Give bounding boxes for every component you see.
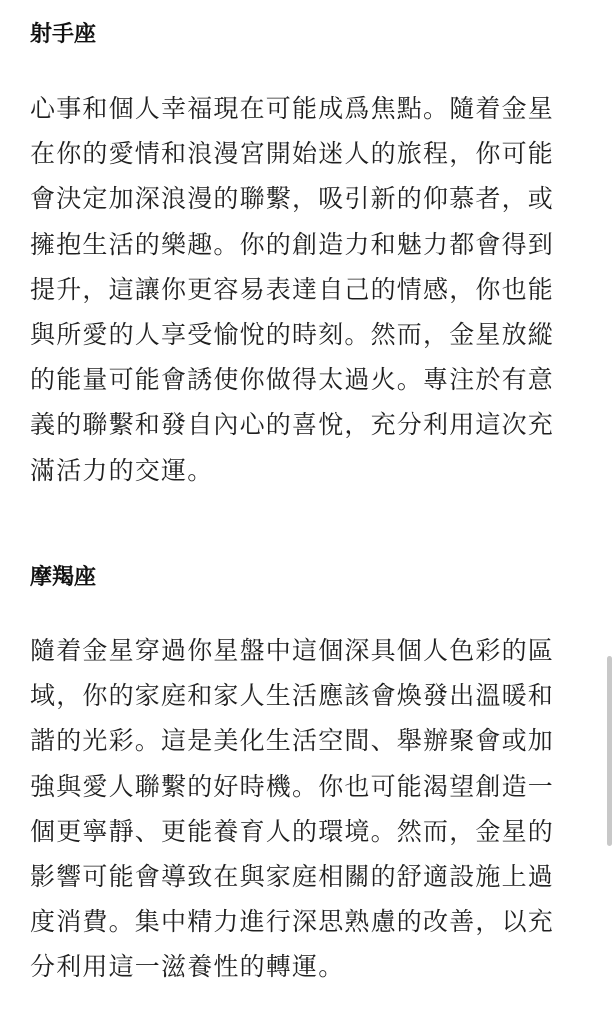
paragraph-line: 諧的光彩。這是美化生活空間、舉辦聚會或加 — [30, 726, 555, 756]
scrollbar-thumb[interactable] — [607, 656, 612, 846]
paragraph-line: 提升，這讓你更容易表達自己的情感，你也能 — [30, 274, 555, 304]
paragraph-line: 影響可能會導致在與家庭相關的舒適設施上過 — [30, 861, 555, 891]
paragraph-line: 隨着金星穿過你星盤中這個深具個人色彩的區 — [30, 636, 555, 665]
paragraph-line: 滿活力的交運。 — [30, 455, 214, 485]
section-heading-sagittarius: 射手座 — [30, 22, 97, 47]
paragraph-line: 在你的愛情和浪漫宮開始迷人的旅程，你可能 — [30, 139, 555, 169]
paragraph-line: 與所愛的人享受愉悅的時刻。然而，金星放縱 — [30, 319, 555, 349]
paragraph-line: 擁抱生活的樂趣。你的創造力和魅力都會得到 — [30, 229, 555, 259]
paragraph-line: 度消費。集中精力進行深思熟慮的改善，以充 — [30, 907, 555, 937]
paragraph-line: 心事和個人幸福現在可能成爲焦點。隨着金星 — [30, 94, 555, 123]
paragraph-line: 分利用這一滋養性的轉運。 — [30, 952, 345, 982]
paragraph-capricorn — [30, 628, 554, 990]
section-heading-capricorn: 摩羯座 — [30, 565, 97, 590]
paragraph-line: 義的聯繫和發自內心的喜悅，充分利用這次充 — [30, 410, 555, 440]
paragraph-line: 域，你的家庭和家人生活應該會煥發出溫暖和 — [30, 681, 555, 711]
paragraph-line: 強與愛人聯繫的好時機。你也可能渴望創造一 — [30, 771, 555, 801]
paragraph-line: 個更寧靜、更能養育人的環境。然而，金星的 — [30, 816, 555, 846]
paragraph-line: 會決定加深浪漫的聯繫，吸引新的仰慕者，或 — [30, 184, 555, 214]
paragraph-sagittarius — [30, 86, 554, 493]
paragraph-line: 的能量可能會誘使你做得太過火。專注於有意 — [30, 365, 555, 395]
